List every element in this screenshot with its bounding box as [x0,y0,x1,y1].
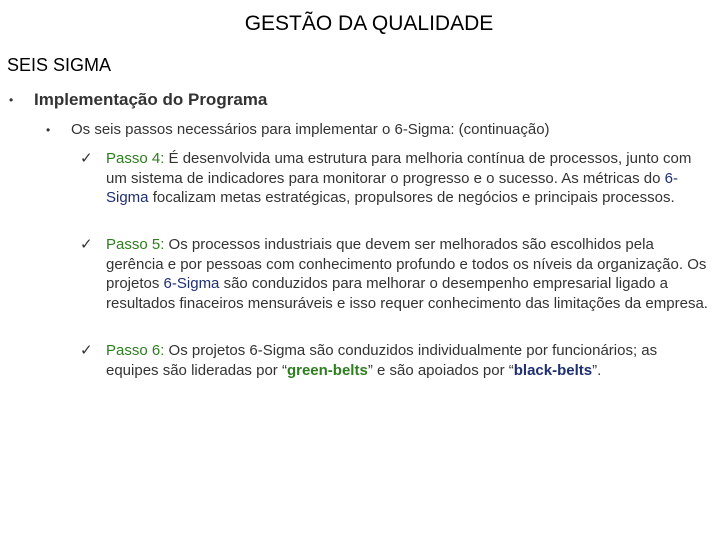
step-6-label: Passo 6: [106,342,165,359]
step-6-text-3: ”. [592,361,602,379]
section-title: SEIS SIGMA [7,55,112,75]
step-6-text-2: ” e são apoiados por “ [367,361,514,379]
step-6-text-1: Os projetos 6-Sigma são conduzidos individualmente por funcionários; as equipes são lideradas por “ [106,342,658,379]
slide-title: GESTÃO DA QUALIDADE [244,12,494,35]
step-4-highlight: 6-Sigma [106,169,678,206]
level2-text: Os seis passos necessários para implementar o 6-Sigma: (continuação) [71,121,550,138]
step-4-text-2: focalizam metas estratégicas, propulsores de negócios e principais processos. [148,189,675,206]
level1-heading: Implementação do Programa [34,90,268,109]
check-icon: ✓ [80,150,93,167]
level1-bullet: • [9,93,14,107]
step-6 [106,341,712,380]
black-belts-term: black-belts [513,361,593,379]
step-4-text-1: É desenvolvida uma estrutura para melhoria contínua de processos, junto com um sistema de indicadores para monitorar o progresso e o sucesso. As métricas do [106,150,692,187]
step-5-text-1: Os processos industriais que devem ser melhorados são escolhidos pela gerência e por pessoas com conhecimento profundo e todos os níveis da organização. Os projetos [106,236,707,292]
step-4 [106,149,712,208]
level2-bullet: • [46,123,51,137]
step-5 [106,235,712,313]
step-5-text-2: são conduzidos para melhorar o desempenho empresarial ligado a resultados finaceiros mensuráveis e isso requer conhecimento das limitações da empresa. [106,275,708,312]
step-5-highlight: 6-Sigma [163,275,220,292]
check-icon: ✓ [80,342,93,359]
step-4-label: Passo 4: [106,150,165,167]
step-5-label: Passo 5: [106,236,165,253]
check-icon: ✓ [80,236,93,253]
green-belts-term: green-belts [286,361,368,379]
